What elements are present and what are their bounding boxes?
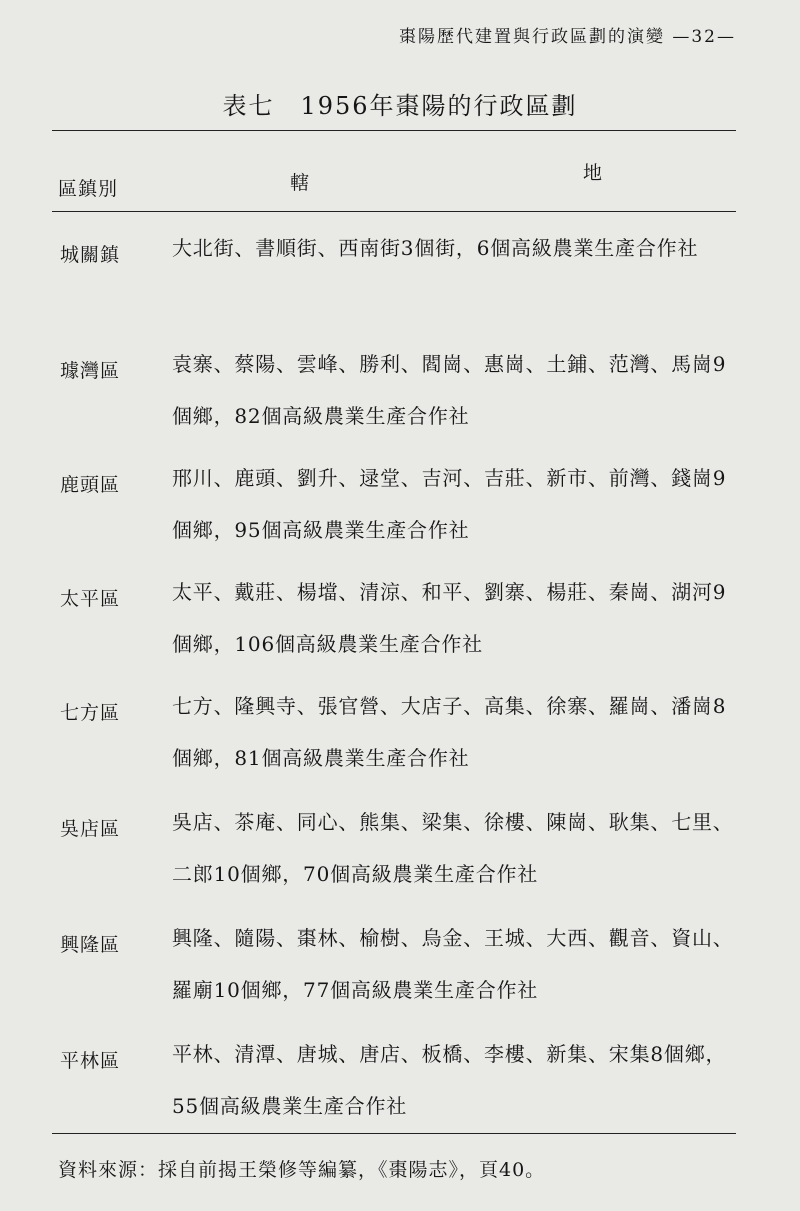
table-title: 表七 1956年棗陽的行政區劃 bbox=[222, 92, 578, 120]
running-header: 棗陽歷代建置與行政區劃的演變 —32— bbox=[398, 27, 736, 47]
row-district-name: 璩灣區 bbox=[60, 360, 121, 382]
row-district-name: 平林區 bbox=[60, 1050, 121, 1072]
row-governed-areas: 大北街、書順街、西南街3個街，6個高級農業生產合作社 bbox=[172, 236, 699, 260]
row-governed-areas: 太平、戴莊、楊壋、清涼、和平、劉寨、楊莊、秦崗、湖河9個鄉，106個高級農業生產合作社 bbox=[172, 580, 727, 656]
column-header-governs-part1: 轄 bbox=[290, 172, 311, 194]
table-header-rule bbox=[52, 211, 736, 212]
row-district-name: 城關鎮 bbox=[60, 244, 121, 266]
row-governed-areas: 興隆、隨陽、棗林、榆樹、烏金、王城、大西、觀音、資山、羅廟10個鄉，77個高級農業生產合作社 bbox=[172, 926, 734, 1002]
row-governed-areas: 七方、隆興寺、張官營、大店子、高集、徐寨、羅崗、潘崗8個鄉，81個高級農業生產合作社 bbox=[172, 694, 727, 770]
row-governed-areas: 邢川、鹿頭、劉升、逯堂、吉河、吉莊、新市、前灣、錢崗9個鄉，95個高級農業生產合作社 bbox=[172, 466, 727, 542]
row-district-name: 興隆區 bbox=[60, 934, 121, 956]
row-district-name: 太平區 bbox=[60, 588, 121, 610]
row-governed-areas: 吳店、茶庵、同心、熊集、梁集、徐樓、陳崗、耿集、七里、二郎10個鄉，70個高級農業生產合作社 bbox=[172, 810, 734, 886]
table-top-rule bbox=[52, 130, 736, 131]
column-header-governs-part2: 地 bbox=[583, 162, 604, 184]
table-bottom-rule bbox=[52, 1133, 736, 1134]
row-district-name: 吳店區 bbox=[60, 818, 121, 840]
row-district-name: 鹿頭區 bbox=[60, 474, 121, 496]
row-district-name: 七方區 bbox=[60, 702, 121, 724]
row-governed-areas: 平林、清潭、唐城、唐店、板橋、李樓、新集、宋集8個鄉，55個高級農業生產合作社 bbox=[172, 1042, 727, 1118]
source-note: 資料來源：採自前揭王榮修等編纂，《棗陽志》，頁40。 bbox=[58, 1159, 546, 1181]
row-governed-areas: 袁寨、蔡陽、雲峰、勝利、閻崗、惠崗、土鋪、范灣、馬崗9個鄉，82個高級農業生產合作社 bbox=[172, 352, 727, 428]
column-header-district: 區鎮別 bbox=[58, 178, 119, 200]
